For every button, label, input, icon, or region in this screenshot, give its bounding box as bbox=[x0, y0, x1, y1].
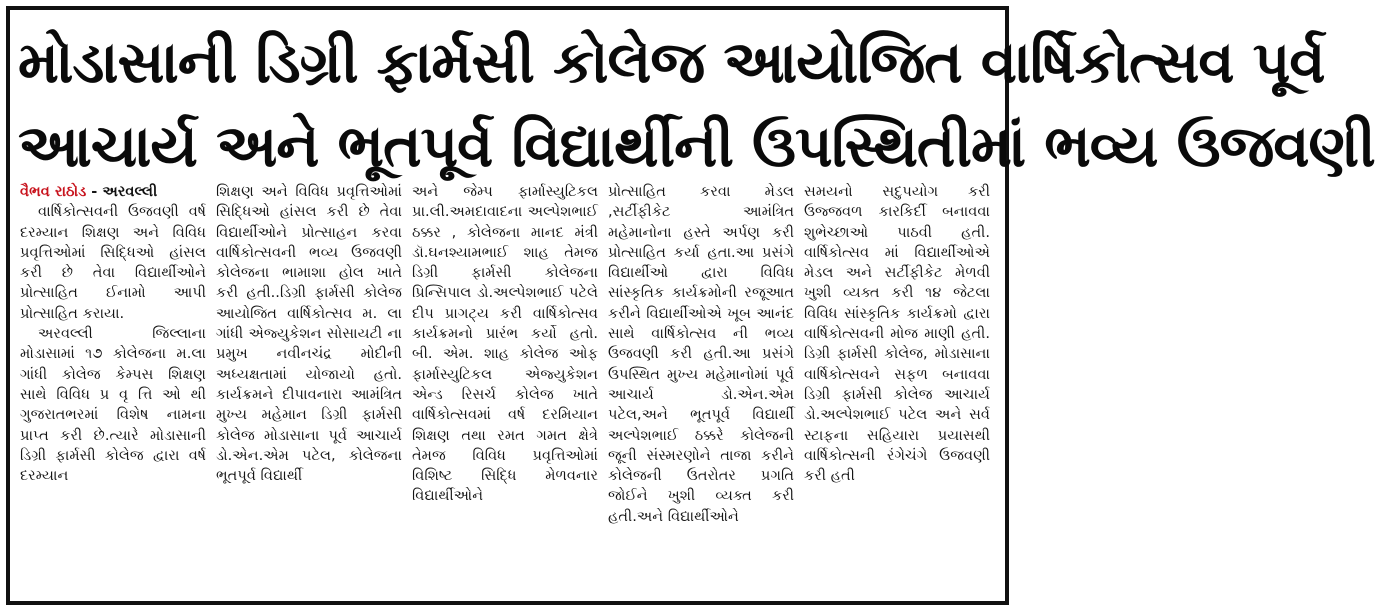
byline-author: વૈભવ રાઠોડ bbox=[20, 183, 87, 200]
column-1 bbox=[20, 182, 206, 592]
column-5 bbox=[804, 182, 990, 592]
paragraph: પ્રોત્સાહિત કરવા મેડલ ,સર્ટીફીકેટ આમંત્રિત મહેમાનોના હસ્તે અર્પણ કરી પ્રોત્સાહિત કર્યા હતા.આ પ્રસંગે વિદ્યાર્થીઓ દ્વારા વિવિધ સાંસ્કૃતિક કાર્યક્રમોની રજૂઆત કરીને વિદ્યાર્થીઓએ ખૂબ આનંદ સાથે વાર્ષિકોત્સવ ની ભવ્ય ઉજવણી કરી હતી.આ પ્રસંગે ઉપસ્થિત મુખ્ય મહેમાનોમાં પૂર્વ આચાર્ય ડો.એન.એમ પટેલ,અને ભૂતપૂર્વ વિદ્યાર્થી અલ્પેશભાઈ ઠક્કરે કોલેજની જૂની સંસ્મરણોને તાજા કરીને કોલેજની ઉતરોતર પ્રગતિ જોઈને ખુશી વ્યક્ત કરી હતી.અને વિદ્યાર્થીઓને bbox=[608, 183, 794, 525]
headline bbox=[18, 20, 1375, 188]
paragraph: સમયનો સદુપયોગ કરી ઉજ્જવળ કારકિર્દી બનાવવા શુભેચ્છાઓ પાઠવી હતી. વાર્ષિકોત્સવ માં વિદ્યાર્થીઓએ મેડલ અને સર્ટીફીકેટ મેળવી ખુશી વ્યક્ત કરી ૧૪ જેટલા વિવિધ સાંસ્કૃતિક કાર્યક્રમો દ્વારા વાર્ષિકોત્સવની મોજ માણી હતી. ડિગ્રી ફાર્મસી કોલેજ, મોડાસાના વાર્ષિકોત્સવને સફળ બનાવવા ડિગ્રી ફાર્મસી કોલેજ આચાર્ય ડો.અલ્પેશભાઈ પટેલ અને સર્વ સ્ટાફના સહિયારા પ્રયાસથી વાર્ષિકોત્સની રંગેચંગે ઉજવણી કરી હતી bbox=[804, 183, 990, 485]
headline-line-1: મોડાસાની ડિગ્રી ફાર્મસી કોલેજ આયોજિત વાર્ષિકોત્સવ પૂર્વ bbox=[18, 28, 1325, 96]
byline-place: અરવલ્લી bbox=[102, 183, 158, 200]
article-body bbox=[20, 182, 990, 592]
paragraph: વાર્ષિકોત્સવની ઉજવણી વર્ષ દરમ્યાન શિક્ષણ અને વિવિધ પ્રવૃત્તિઓમાં સિદ્ધિઓ હાંસલ કરી છે તેવા વિદ્યાર્થીઓને પ્રોત્સાહિત ઈનામો આપી પ્રોત્સાહિત કરાયા. bbox=[20, 203, 206, 322]
byline-separator: - bbox=[86, 183, 103, 200]
paragraph: શિક્ષણ અને વિવિધ પ્રવૃત્તિઓમાં સિદ્ધિઓ હાંસલ કરી છે તેવા વિદ્યાર્થીઓને પ્રોત્સાહન કરવા વાર્ષિકોત્સવની ભવ્ય ઉજવણી કોલેજના ભામાશા હોલ ખાતે કરી હતી..ડિગ્રી ફાર્મસી કોલેજ આયોજિત વાર્ષિકોત્સવ મ. લા ગાંધી એજ્યુકેશન સોસાયટી ના પ્રમુખ નવીનચંદ્ર મોદીની અધ્યક્ષતામાં યોજાયો હતો. કાર્યક્રમને દીપાવનારા આમંત્રિત મુખ્ય મહેમાન ડિગ્રી ફાર્મસી કોલેજ મોડાસાના પૂર્વ આચાર્ય ડો.એન.એમ પટેલ, કોલેજના ભૂતપૂર્વ વિદ્યાર્થી bbox=[216, 183, 402, 485]
column-4 bbox=[608, 182, 794, 592]
paragraph: અને જેમ્પ ફાર્માસ્યુટિકલ પ્રા.લી.અમદાવાદના અલ્પેશભાઈ ઠક્કર , કોલેજના માનદ મંત્રી ડૉ.ઘનશ્યામભાઈ શાહ તેમજ ડિગ્રી ફાર્મસી કોલેજના પ્રિન્સિપાલ ડો.અલ્પેશભાઈ પટેલે દીપ પ્રાગટ્ય કરી વાર્ષિકોત્સવ કાર્યક્રમનો પ્રારંભ કર્યો હતો. બી. એમ. શાહ કોલેજ ઓફ ફાર્માસ્યુટિકલ એજ્યુકેશન એન્ડ રિસર્ચ કોલેજ ખાતે વાર્ષિકોત્સવમાં વર્ષ દરમિયાન શિક્ષણ તથા રમત ગમત ક્ષેત્રે તેમજ વિવિધ પ્રવૃત્તિઓમાં વિશિષ્ટ સિદ્ધિ મેળવનાર વિદ્યાર્થીઓને bbox=[412, 183, 598, 505]
paragraph: અરવલ્લી જિલ્લાના મોડાસામાં ૧૭ કોલેજના મ.લા ગાંધી કોલેજ કેમ્પસ શિક્ષણ સાથે વિવિધ પ્ર વૃ ત્તિ ઓ થી ગુજરાતભરમાં વિશેષ નામના પ્રાપ્ત કરી છે.ત્યારે મોડાસાની ડિગ્રી ફાર્મસી કોલેજ દ્વારા વર્ષ દરમ્યાન bbox=[20, 325, 206, 485]
column-2 bbox=[216, 182, 402, 592]
byline bbox=[20, 182, 206, 202]
headline-line-2: આચાર્ય અને ભૂતપૂર્વ વિદ્યાર્થીની ઉપસ્થિતીમાં ભવ્ય ઉજવણી bbox=[18, 112, 1375, 180]
column-3 bbox=[412, 182, 598, 592]
